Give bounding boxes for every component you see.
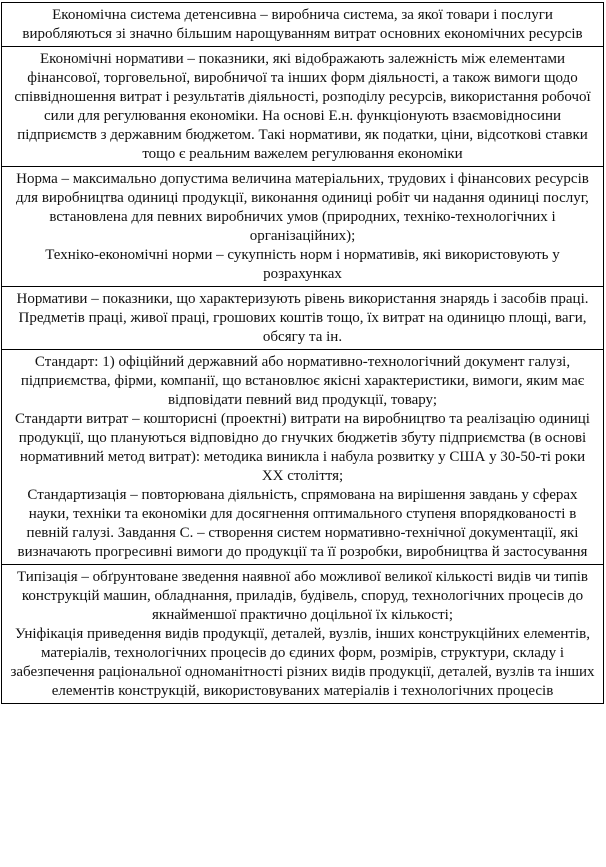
table-row [2, 287, 604, 350]
definition-text: Стандарт: 1) офіційний державний або нормативно-технологічний документ галузі, підприємства, фірми, компанії, що встановлює якісні характеристики, вимоги, яким має відповідати певний вид продукції, товару; [20, 354, 585, 408]
table-row [2, 3, 604, 47]
definition-cell-typification [2, 565, 604, 704]
definition-cell-standard [2, 350, 604, 565]
definition-text: Типізація – обґрунтоване зведення наявної або можливої великої кількості видів чи типів конструкцій машин, обладнання, приладів, будівель, споруд, технологічних процесів до якнайменшої практично доцільної їх кількості; [16, 569, 588, 623]
definition-text: Норма – максимально допустима величина матеріальних, трудових і фінансових ресурсів для виробництва одиниці продукції, виконання одиниці робіт чи надання одиниці послуг, встановлена для певних виробничих умов (природних, техніко-технологічних і організаційних); [16, 171, 589, 244]
definition-cell-economic-system [2, 3, 604, 47]
definition-cell-norm [2, 167, 604, 287]
definition-text: Стандартизація – повторювана діяльність, спрямована на вирішення завдань у сферах науки, техніки та економіки для досягнення оптимального ступеня впорядкованості в певній галузі. Завдання С. – створення систем нормативно-технічної документації, які визначають прогресивні вимоги до продукції та її розробки, виробництва й застосування [17, 487, 588, 560]
definitions-table [1, 2, 604, 704]
definition-text: Техніко-економічні норми – сукупність норм і нормативів, які використовують у розрахунках [45, 247, 560, 282]
definition-cell-normatives [2, 287, 604, 350]
definition-cell-economic-normatives [2, 47, 604, 167]
table-row [2, 47, 604, 167]
table-row [2, 350, 604, 565]
definition-text: Стандарти витрат – кошторисні (проектні) витрати на виробництво та реалізацію одиниці продукції, що плануються відповідно до гнучких бюджетів збуту підприємства (в основі нормативний метод витрат): методика виникла і набула розвитку у США у 30-50-ті роки XX століття; [15, 411, 590, 484]
table-row [2, 565, 604, 704]
definition-text: Економічні нормативи – показники, які відображають залежність між елементами фінансової, торговельної, виробничої та інших форм діяльності, а також вимоги щодо співвідношення витрат і результатів діяльності, розподілу ресурсів, використання робочої сили для регулювання економіки. На основі Е.н. функціонують взаємовідносини підприємств з державним бюджетом. Такі нормативи, як податки, ціни, відсоткові ставки тощо є реальним важелем регулювання економіки [14, 51, 591, 162]
definition-text: Нормативи – показники, що характеризують рівень використання знарядь і засобів праці. Предметів праці, живої праці, грошових коштів тощо, їх витрат на одиницю площі, ваги, обсягу та ін. [16, 291, 589, 345]
definition-text: Економічна система детенсивна – виробнича система, за якої товари і послуги виробляються зі значно більшим нарощуванням витрат основних економічних ресурсів [22, 7, 583, 42]
definition-text: Уніфікація приведення видів продукції, деталей, вузлів, інших конструкційних елементів, матеріалів, технологічних процесів до єдиних форм, розмірів, структури, складу і забезпечення раціональної одноманітності різних видів продукції, деталей, вузлів та інших елементів конструкцій, використовуваних матеріалів і технологічних процесів [10, 626, 595, 699]
table-row [2, 167, 604, 287]
